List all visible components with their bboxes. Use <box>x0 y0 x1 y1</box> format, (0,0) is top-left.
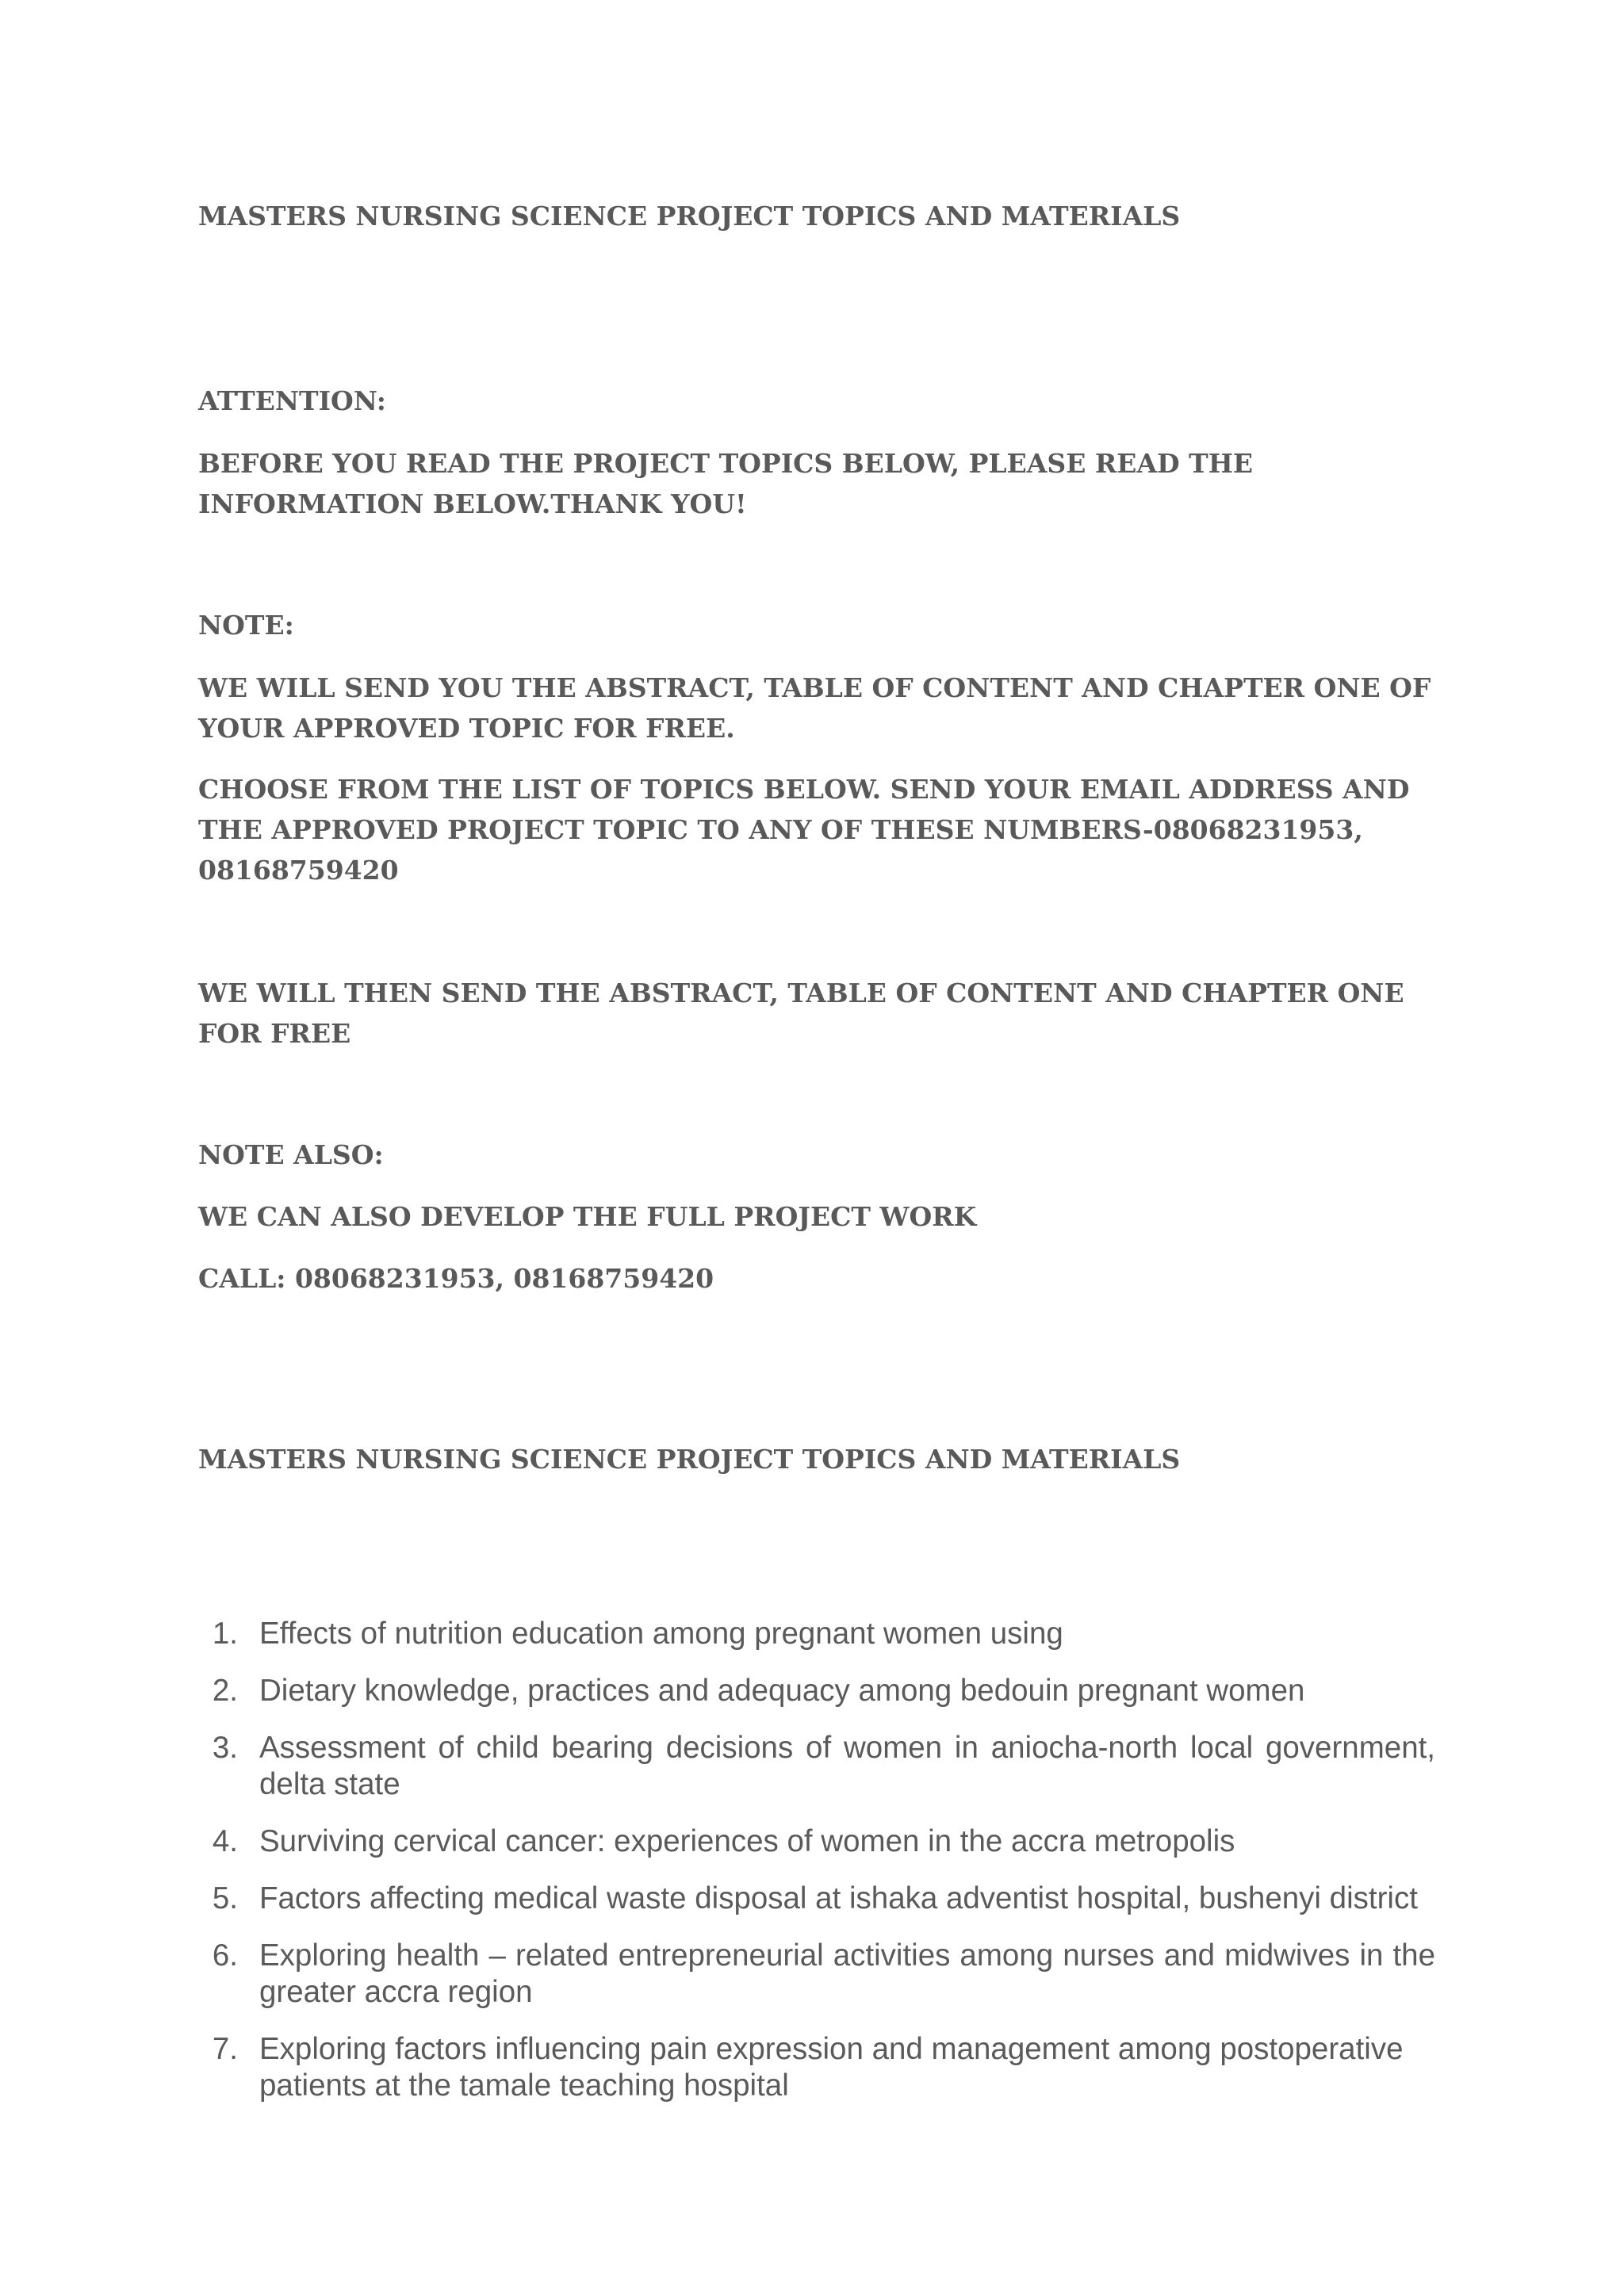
list-item-number: 7. <box>212 2032 238 2066</box>
list-item <box>198 1823 1435 1860</box>
list-item-text: Dietary knowledge, practices and adequacy among bedouin pregnant women <box>259 1674 1305 1708</box>
list-item-number: 3. <box>212 1731 238 1765</box>
list-item <box>198 1673 1435 1709</box>
list-item-number: 4. <box>212 1824 238 1858</box>
list-item-number: 5. <box>212 1881 238 1915</box>
list-item-text: Factors affecting medical waste disposal at ishaka adventist hospital, bushenyi district <box>259 1881 1418 1915</box>
note-text-instructions: CHOOSE FROM THE LIST OF TOPICS BELOW. SEND YOUR EMAIL ADDRESS AND THE APPROVED PROJECT TOPIC TO ANY OF THESE NUMBERS-08068231953, 08168759420 <box>198 774 1410 886</box>
list-item-number: 1. <box>212 1617 238 1651</box>
list-item <box>198 1938 1435 2011</box>
list-item <box>198 2031 1435 2104</box>
list-item <box>198 1616 1435 1652</box>
list-item <box>198 1730 1435 1803</box>
note-text-follow-up: WE WILL THEN SEND THE ABSTRACT, TABLE OF CONTENT AND CHAPTER ONE FOR FREE <box>198 978 1404 1049</box>
list-item-text: Surviving cervical cancer: experiences of women in the accra metropolis <box>259 1824 1235 1858</box>
document-title: MASTERS NURSING SCIENCE PROJECT TOPICS AND MATERIALS <box>198 201 1181 232</box>
call-numbers: CALL: 08068231953, 08168759420 <box>198 1263 714 1294</box>
list-item-number: 6. <box>212 1938 238 1973</box>
note-also-label: NOTE ALSO: <box>198 1139 384 1170</box>
attention-label: ATTENTION: <box>198 385 386 416</box>
list-item-text: Effects of nutrition education among pregnant women using <box>259 1617 1063 1651</box>
attention-text: BEFORE YOU READ THE PROJECT TOPICS BELOW, PLEASE READ THE INFORMATION BELOW.THANK YOU! <box>198 448 1254 519</box>
list-item-text: Exploring factors influencing pain expression and management among postoperative patients at the tamale teaching hospital <box>259 2032 1404 2103</box>
list-item <box>198 1881 1435 1917</box>
list-item-text: Assessment of child bearing decisions of women in aniocha-north local government, delta state <box>259 1731 1435 1801</box>
list-item-text: Exploring health – related entrepreneurial activities among nurses and midwives in the greater accra region <box>259 1938 1435 2009</box>
topics-heading: MASTERS NURSING SCIENCE PROJECT TOPICS AND MATERIALS <box>198 1444 1181 1475</box>
topics-list <box>198 1616 1435 2125</box>
note-label: NOTE: <box>198 610 294 641</box>
note-also-text: WE CAN ALSO DEVELOP THE FULL PROJECT WORK <box>198 1201 977 1232</box>
note-text-free-offer: WE WILL SEND YOU THE ABSTRACT, TABLE OF CONTENT AND CHAPTER ONE OF YOUR APPROVED TOPIC FOR FREE. <box>198 672 1431 744</box>
list-item-number: 2. <box>212 1674 238 1708</box>
